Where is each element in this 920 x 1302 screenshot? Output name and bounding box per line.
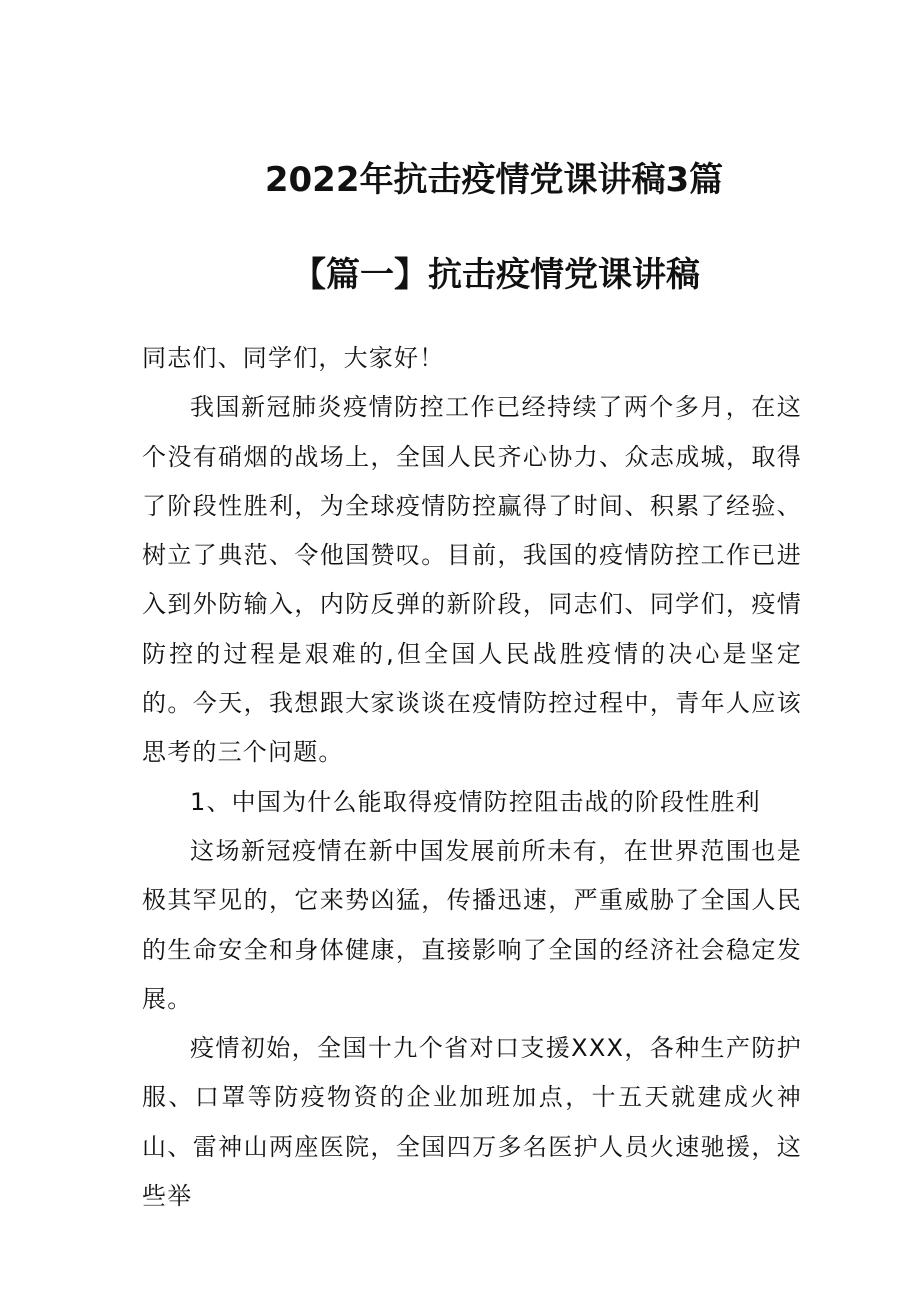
document-body — [142, 334, 802, 1221]
paragraph-heading-1: 1、中国为什么能取得疫情防控阻击战的阶段性胜利 — [190, 787, 761, 816]
section-title: 【篇一】抗击疫情党课讲稿 — [292, 255, 700, 295]
greeting-line: 同志们、同学们，大家好！ — [142, 344, 445, 372]
paragraph-body-2: 疫情初始，全国十九个省对口支援XXX，各种生产防护服、口罩等防疫物资的企业加班加点，十五天就建成火神山、雷神山两座医院，全国四万多名医护人员火速驰援，这些举 — [142, 1034, 802, 1211]
paragraph-intro: 我国新冠肺炎疫情防控工作已经持续了两个多月，在这个没有硝烟的战场上，全国人民齐心协力、众志成城，取得了阶段性胜利，为全球疫情防控赢得了时间、积累了经验、树立了典范、令他国赞叹。目前，我国的疫情防控工作已进入到外防输入，内防反弹的新阶段，同志们、同学们，疫情防控的过程是艰难的,但全国人民战胜疫情的决心是坚定的。今天，我想跟大家谈谈在疫情防控过程中，青年人应该思考的三个问题。 — [142, 393, 802, 767]
document-title: 2022年抗击疫情党课讲稿3篇 — [264, 160, 724, 200]
paragraph-body-1: 这场新冠疫情在新中国发展前所未有，在世界范围也是极其罕见的，它来势凶猛，传播迅速，严重威胁了全国人民的生命安全和身体健康，直接影响了全国的经济社会稳定发展。 — [142, 836, 802, 1013]
